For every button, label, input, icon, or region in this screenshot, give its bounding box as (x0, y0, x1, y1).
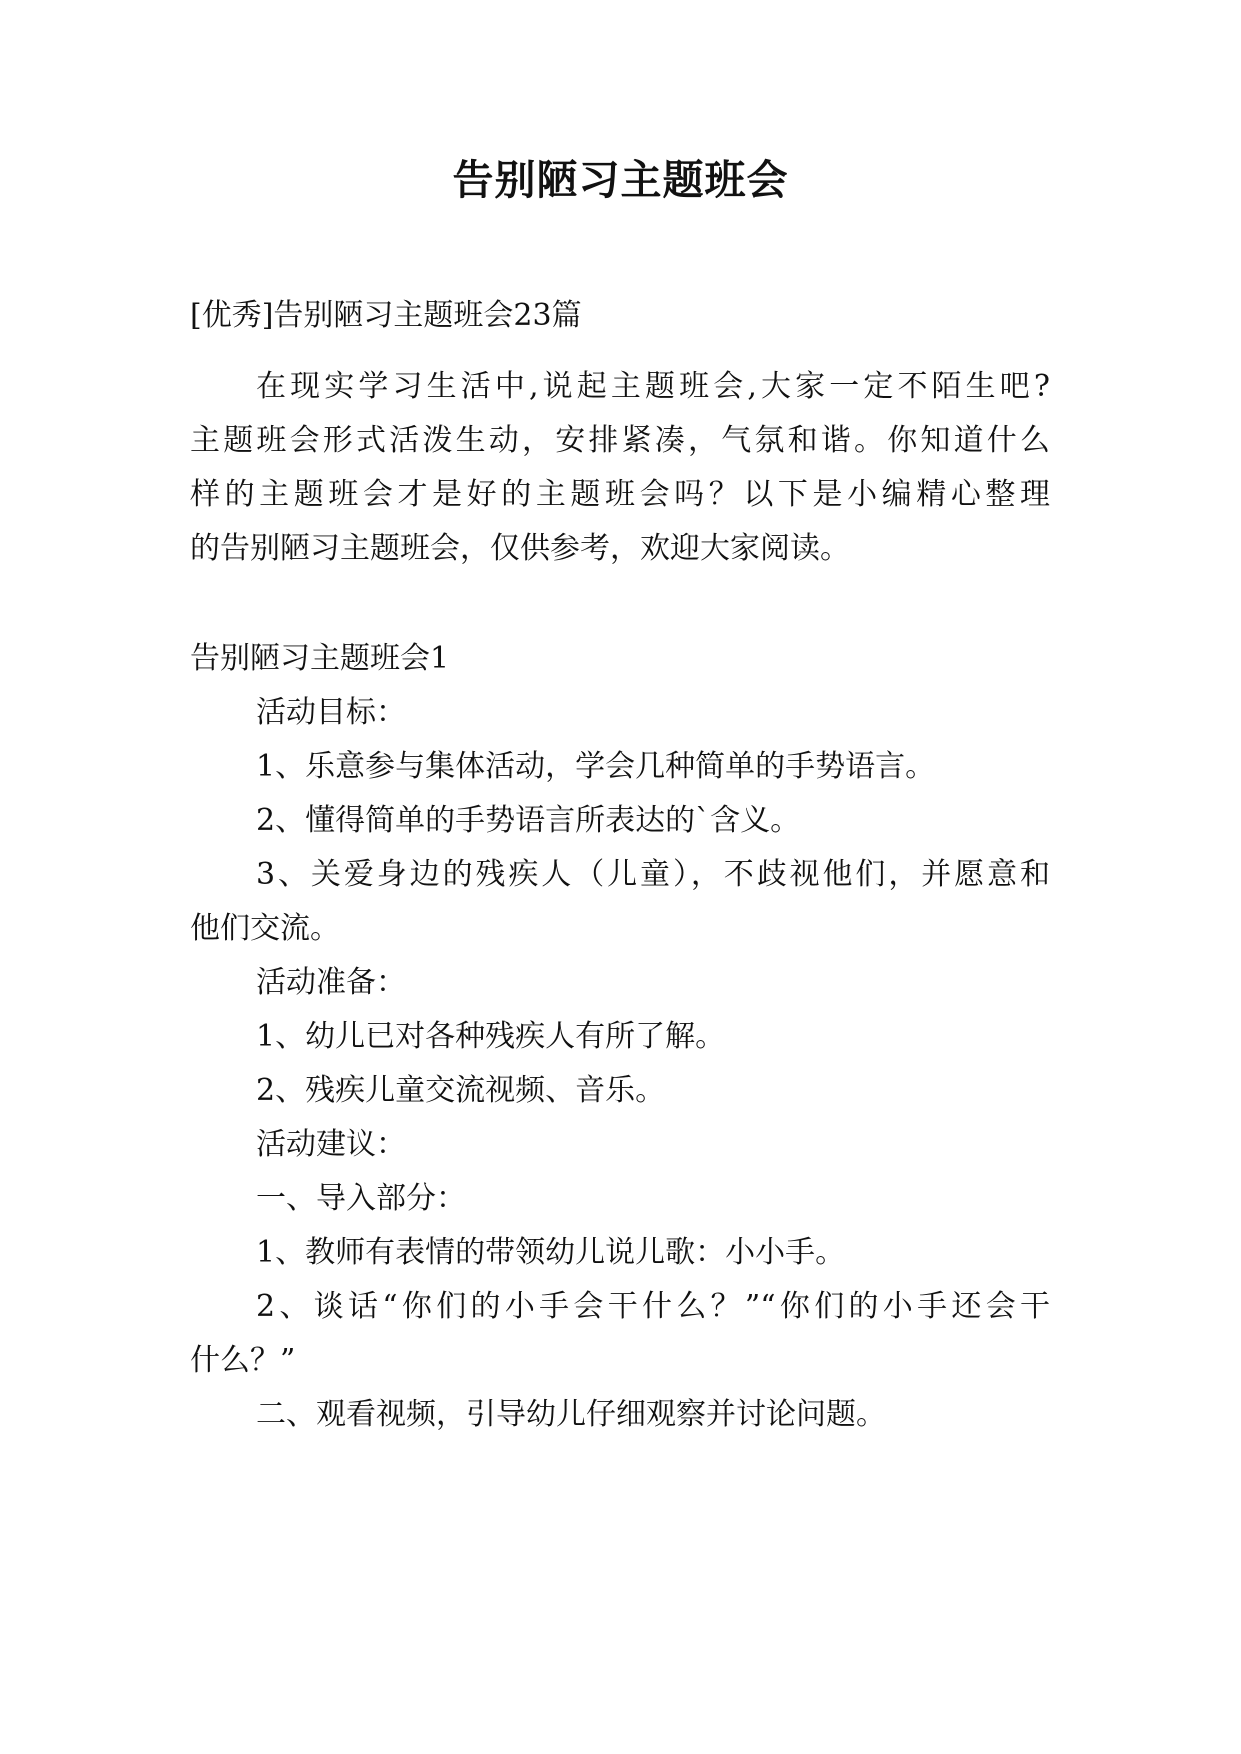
intro-line-4: 的告别陋习主题班会，仅供参考，欢迎大家阅读。 (190, 531, 850, 566)
intro-line-2: 主题班会形式活泼生动，安排紧凑，气氛和谐。你知道什么 (190, 423, 1050, 458)
section-line-11: 1、教师有表情的带领幼儿说儿歌：小小手。 (256, 1235, 846, 1270)
section-line-14: 二、观看视频，引导幼儿仔细观察并讨论问题。 (256, 1397, 886, 1432)
intro-line-1: 在现实学习生活中,说起主题班会,大家一定不陌生吧? (256, 369, 1050, 404)
section-line-8: 2、残疾儿童交流视频、音乐。 (256, 1073, 666, 1108)
section-line-10: 一、导入部分： (256, 1181, 466, 1216)
section-heading: 告别陋习主题班会1 (190, 641, 450, 676)
document-subtitle: [优秀]告别陋习主题班会23篇 (190, 298, 582, 333)
section-line-6: 活动准备： (256, 965, 406, 1000)
section-line-4: 3、关爱身边的残疾人（儿童），不歧视他们，并愿意和 (256, 857, 1050, 892)
section-line-9: 活动建议： (256, 1127, 406, 1162)
section-line-2: 1、乐意参与集体活动，学会几种简单的手势语言。 (256, 749, 936, 784)
section-line-5: 他们交流。 (190, 911, 340, 946)
section-line-12: 2、谈话“你们的小手会干什么？”“你们的小手还会干 (256, 1289, 1050, 1324)
document-title: 告别陋习主题班会 (452, 156, 789, 204)
section-line-3: 2、懂得简单的手势语言所表达的`含义。 (256, 803, 801, 838)
section-line-1: 活动目标： (256, 695, 406, 730)
section-line-7: 1、幼儿已对各种残疾人有所了解。 (256, 1019, 726, 1054)
intro-line-3: 样的主题班会才是好的主题班会吗？以下是小编精心整理 (190, 477, 1050, 512)
section-line-13: 什么？” (190, 1343, 296, 1378)
